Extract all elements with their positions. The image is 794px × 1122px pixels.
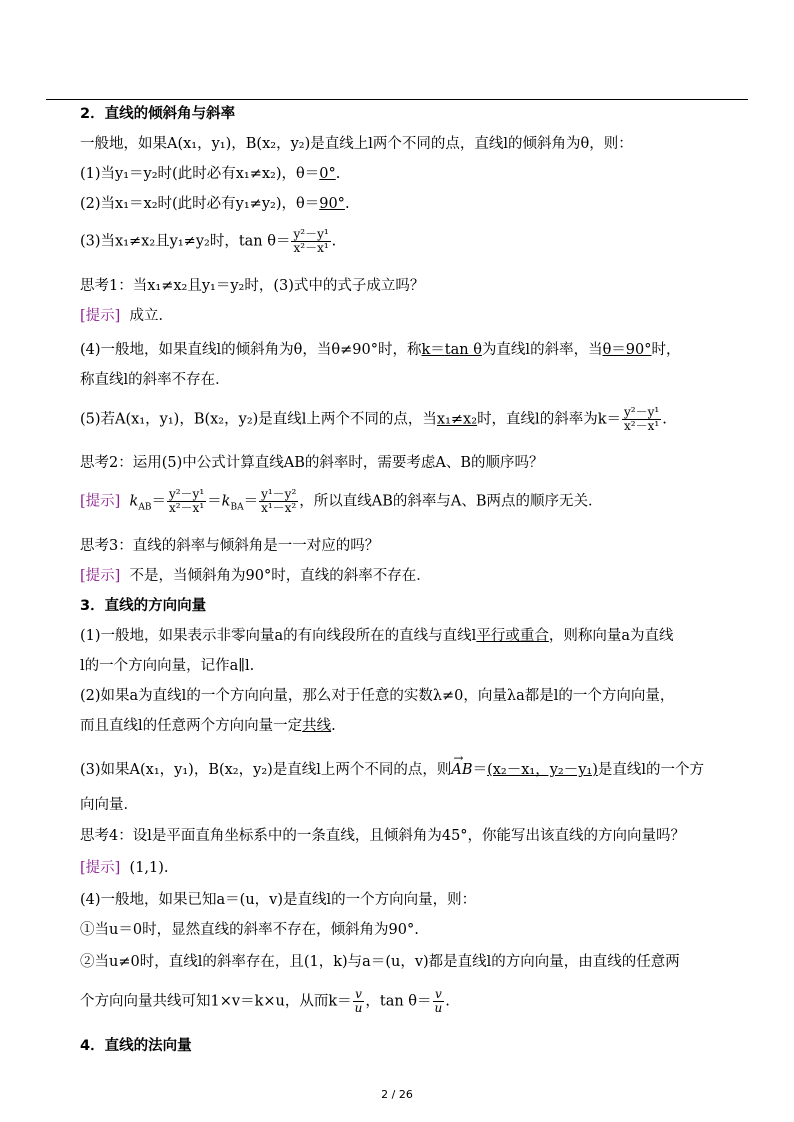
section-3-heading: 3．直线的方向向量	[80, 598, 207, 614]
case-2: (2)当x₁＝x₂时(此时必有y₁≠y₂)，θ＝90°.	[80, 196, 350, 212]
hint-4: [提示] (1,1).	[80, 860, 169, 876]
think-3: 思考3：直线的斜率与倾斜角是一一对应的吗？	[80, 538, 380, 554]
direction-3: (3)如果A(x₁，y₁)，B(x₂，y₂)是直线l上两个不同的点，则→ AB＝(x₂－x₁，y₂－y₁)是直线l的一个方	[80, 760, 704, 780]
section-2-intro: 一般地，如果A(x₁，y₁)，B(x₂，y₂)是直线上l两个不同的点，直线l的倾斜角为θ，则：	[80, 136, 633, 152]
hint-2: [提示] $k_{AB}=$ $\frac{\text{y²－y¹}}{\text{x²－x¹}}$ $=k_{BA}=$ $\frac{\text{y¹－y²}}{\text{x¹－x²}}$ ，所以直线AB的斜率与A、B两点的顺序无关．	[80, 487, 603, 515]
page-number: 2 / 26	[381, 1088, 413, 1101]
direction-4-case-2: ②当u≠0时，直线l的斜率存在，且(1，k)与a＝(u，v)都是直线l的方向向量，由直线的任意两	[80, 954, 680, 970]
think-1: 思考1：当x₁≠x₂且y₁＝y₂时，(3)式中的式子成立吗？	[80, 278, 425, 294]
hint-1: [提示] 成立．	[80, 308, 174, 324]
direction-2-cont: 而且直线l的任意两个方向向量一定共线.	[80, 718, 336, 734]
section-2-heading: 2．直线的倾斜角与斜率	[80, 106, 236, 122]
hint-3: [提示] 不是，当倾斜角为90°时，直线的斜率不存在．	[80, 568, 431, 584]
case-1: (1)当y₁＝y₂时(此时必有x₁≠x₂)，θ＝0°.	[80, 166, 341, 182]
direction-1: (1)一般地，如果表示非零向量a的有向线段所在的直线与直线l平行或重合，则称向量a为直线	[80, 628, 674, 644]
direction-4-case-1: ①当u＝0时，显然直线的斜率不存在，倾斜角为90°.	[80, 922, 419, 938]
case-4: (4)一般地，如果直线l的倾斜角为θ，当θ≠90°时，称k＝tan θ为直线l的斜率，当θ＝90°时，	[80, 342, 681, 358]
case-5: (5)若A(x₁，y₁)，B(x₂，y₂)是直线l上两个不同的点，当x₁≠x₂时，直线l的斜率为k＝ $\frac{\text{y²－y¹}}{\text{x²－x¹}}$ .	[80, 405, 667, 433]
direction-4-case-2-cont: 个方向向量共线可知1×v＝k×u，从而k＝ $\frac{v}{u}$ ，tan θ＝ $\frac{v}{u}$ .	[80, 987, 450, 1015]
think-4: 思考4：设l是平面直角坐标系中的一条直线，且倾斜角为45°，你能写出该直线的方向向量吗？	[80, 828, 686, 844]
case-4-cont: 称直线l的斜率不存在．	[80, 372, 230, 388]
direction-2: (2)如果a为直线l的一个方向向量，那么对于任意的实数λ≠0，向量λa都是l的一个方向向量，	[80, 688, 675, 704]
direction-1-cont: l的一个方向向量，记作a∥l.	[80, 658, 255, 674]
direction-3-cont: 向向量．	[80, 797, 138, 813]
section-4-heading: 4．直线的法向量	[80, 1038, 192, 1054]
case-3: (3)当x₁≠x₂且y₁≠y₂时，tan θ＝ $\frac{\text{y²－y¹}}{\text{x²－x¹}}$ .	[80, 227, 337, 255]
slope-fraction-2: $\frac{\text{y²－y¹}}{\text{x²－x¹}}$	[624, 405, 660, 433]
think-2: 思考2：运用(5)中公式计算直线AB的斜率时，需要考虑A、B的顺序吗？	[80, 455, 544, 471]
slope-fraction: $\frac{\text{y²－y¹}}{\text{x²－x¹}}$	[293, 227, 329, 255]
header-rule	[46, 99, 748, 100]
direction-4: (4)一般地，如果已知a＝(u，v)是直线l的一个方向向量，则：	[80, 892, 477, 908]
